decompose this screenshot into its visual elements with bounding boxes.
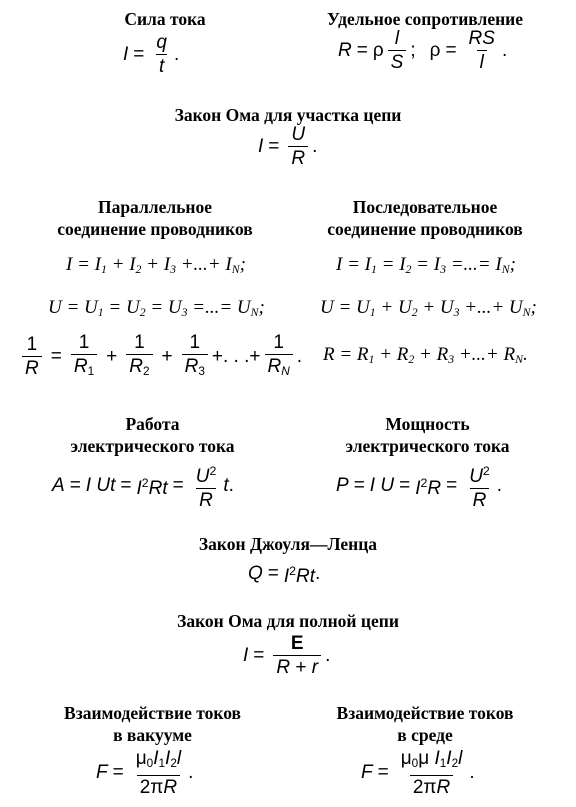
heading-parallel: Параллельное соединение проводников [57,197,253,239]
formula-resistivity: R = ρ $\frac{l}{S}$ ; ρ = $\frac{RS}{l}$ . [338,28,508,73]
formula-joule: Q = $I^2Rt$ . [248,562,321,587]
heading-resistivity: Удельное сопротивление [326,9,524,29]
heading-ohm-segment: Закон Ома для участка цепи [174,105,402,125]
formula-current: I = $\frac{q}{t}$ . [123,32,180,77]
formula-parallel-resistance: $\frac{1}{R}$ = $\frac{1}{R_1}$ + $\frac{1}{R_2}$ + $\frac{1}{R_3}$ +. . .+ $\frac{1}{R_N}$ . [18,332,302,382]
formula-interaction-vacuum: F = $\frac{\mu_0I_1I_2l}{2\pi R}$ . [96,748,194,798]
formula-ohm-full: I = $\frac{E}{R + r}$ . [243,633,331,678]
formula-parallel-voltage: $U = U_1 = U_2 = U_3$ =...= $U_N$; [48,297,265,319]
heading-interaction-vacuum: Взаимодействие токов в вакууме [64,703,241,745]
heading-series: Последовательное соединение проводников [327,197,523,239]
formula-series-voltage: $U = U_1 + U_2 + U_3$ +...+ $U_N$; [320,297,537,319]
formula-parallel-current: $I = I_1 + I_2 + I_3$ +...+ $I_N$; [66,254,246,276]
formula-series-resistance: $R = R_1 + R_2 + R_3$ +...+ $R_N$. [323,344,528,366]
formula-series-current: $I = I_1 = I_2 = I_3$ =...= $I_N$; [336,254,516,276]
formula-power: P = I U = $I^2R$ = $\frac{U^2}{R}$ . [336,464,503,511]
formula-work: A = I Ut = $I^2Rt$ = $\frac{U^2}{R}$ t . [52,464,234,511]
heading-joule: Закон Джоуля—Ленца [198,534,378,554]
heading-ohm-full: Закон Ома для полной цепи [177,611,399,631]
heading-work: Работа электрического тока [70,414,235,456]
heading-power: Мощность электрического тока [345,414,510,456]
formula-interaction-medium: F = $\frac{\mu_0\mu I_1I_2l}{2\pi R}$ . [361,748,475,798]
heading-current: Сила тока [124,9,206,29]
formula-ohm-segment: I = $\frac{U}{R}$ . [258,124,318,169]
heading-interaction-medium: Взаимодействие токов в среде [336,703,514,745]
